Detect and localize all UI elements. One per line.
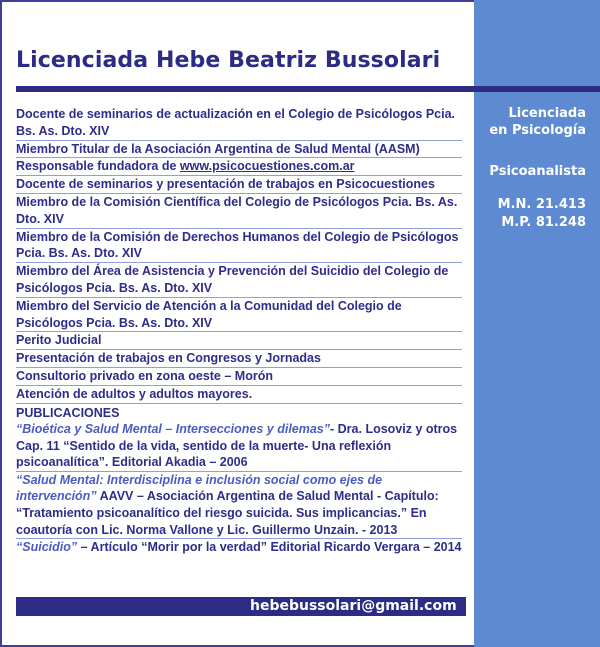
publication-item [16, 539, 462, 556]
credential-item: Docente de seminarios y presentación de trabajos en Psicocuestiones [16, 176, 462, 194]
license-mn: M.N. 21.413 [497, 197, 586, 212]
credential-item: Miembro del Servicio de Atención a la Comunidad del Colegio de Psicólogos Pcia. Bs. As. Dto. XIV [16, 298, 462, 333]
publication-title: “Bioética y Salud Mental – Intersecciones y dilemas” [16, 422, 331, 436]
credential-item: Miembro Titular de la Asociación Argentina de Salud Mental (AASM) [16, 141, 462, 159]
email-link[interactable]: hebebussolari@gmail.com [250, 598, 457, 614]
publications-section [16, 405, 462, 556]
role-label: Psicoanalista [489, 164, 586, 179]
degree-line-1: Licenciada [508, 106, 586, 121]
publication-title: “Suicidio” [16, 540, 78, 555]
license-mp: M.P. 81.248 [501, 215, 586, 230]
publications-heading: PUBLICACIONES [16, 406, 120, 420]
publication-item [16, 472, 462, 539]
publication-details: - Dra. Losoviz y otros Cap. 11 “Sentido de la vida, sentido de la muerte- Una reflexión psicoanalítica”. Editorial Akadia – 2006 [16, 422, 458, 470]
credential-item: Atención de adultos y adultos mayores. [16, 386, 462, 404]
publication-details: – Artículo “Morir por la verdad” Editorial Ricardo Vergara – 2014 [77, 540, 462, 555]
credentials-list [16, 106, 462, 404]
credential-item: Consultorio privado en zona oeste – Morón [16, 368, 462, 386]
publication-item [16, 421, 462, 472]
credential-item: Miembro de la Comisión Científica del Colegio de Psicólogos Pcia. Bs. As. Dto. XIV [16, 194, 462, 229]
credential-item: Miembro del Área de Asistencia y Prevención del Suicidio del Colegio de Psicólogos Pcia. Bs. As. Dto. XIV [16, 263, 462, 298]
publication-title: “Salud Mental: Interdisciplina e inclusión social como ejes de intervención” [16, 472, 383, 504]
page-title: Licenciada Hebe Beatriz Bussolari [16, 48, 441, 73]
credential-prefix: Responsable fundadora de [16, 159, 180, 174]
credential-item: Docente de seminarios de actualización en el Colegio de Psicólogos Pcia. Bs. As. Dto. XIV [16, 106, 462, 141]
side-panel [474, 0, 600, 647]
credential-item: Perito Judicial [16, 332, 462, 350]
credential-item [16, 158, 462, 176]
degree-line-2: en Psicología [489, 123, 586, 138]
title-rule [16, 86, 600, 92]
credential-item: Presentación de trabajos en Congresos y Jornadas [16, 350, 462, 368]
credential-item: Miembro de la Comisión de Derechos Humanos del Colegio de Psicólogos Pcia. Bs. As. Dto. XIV [16, 229, 462, 264]
publication-details: AAVV – Asociación Argentina de Salud Mental - Capítulo: “Tratamiento psicoanalítico del riesgo suicida. Sus implicancias.” En coautoría con Lic. Norma Vallone y Lic. Guillermo Unzain. - 2013 [16, 489, 439, 537]
website-link[interactable]: www.psicocuestiones.com.ar [179, 159, 355, 174]
